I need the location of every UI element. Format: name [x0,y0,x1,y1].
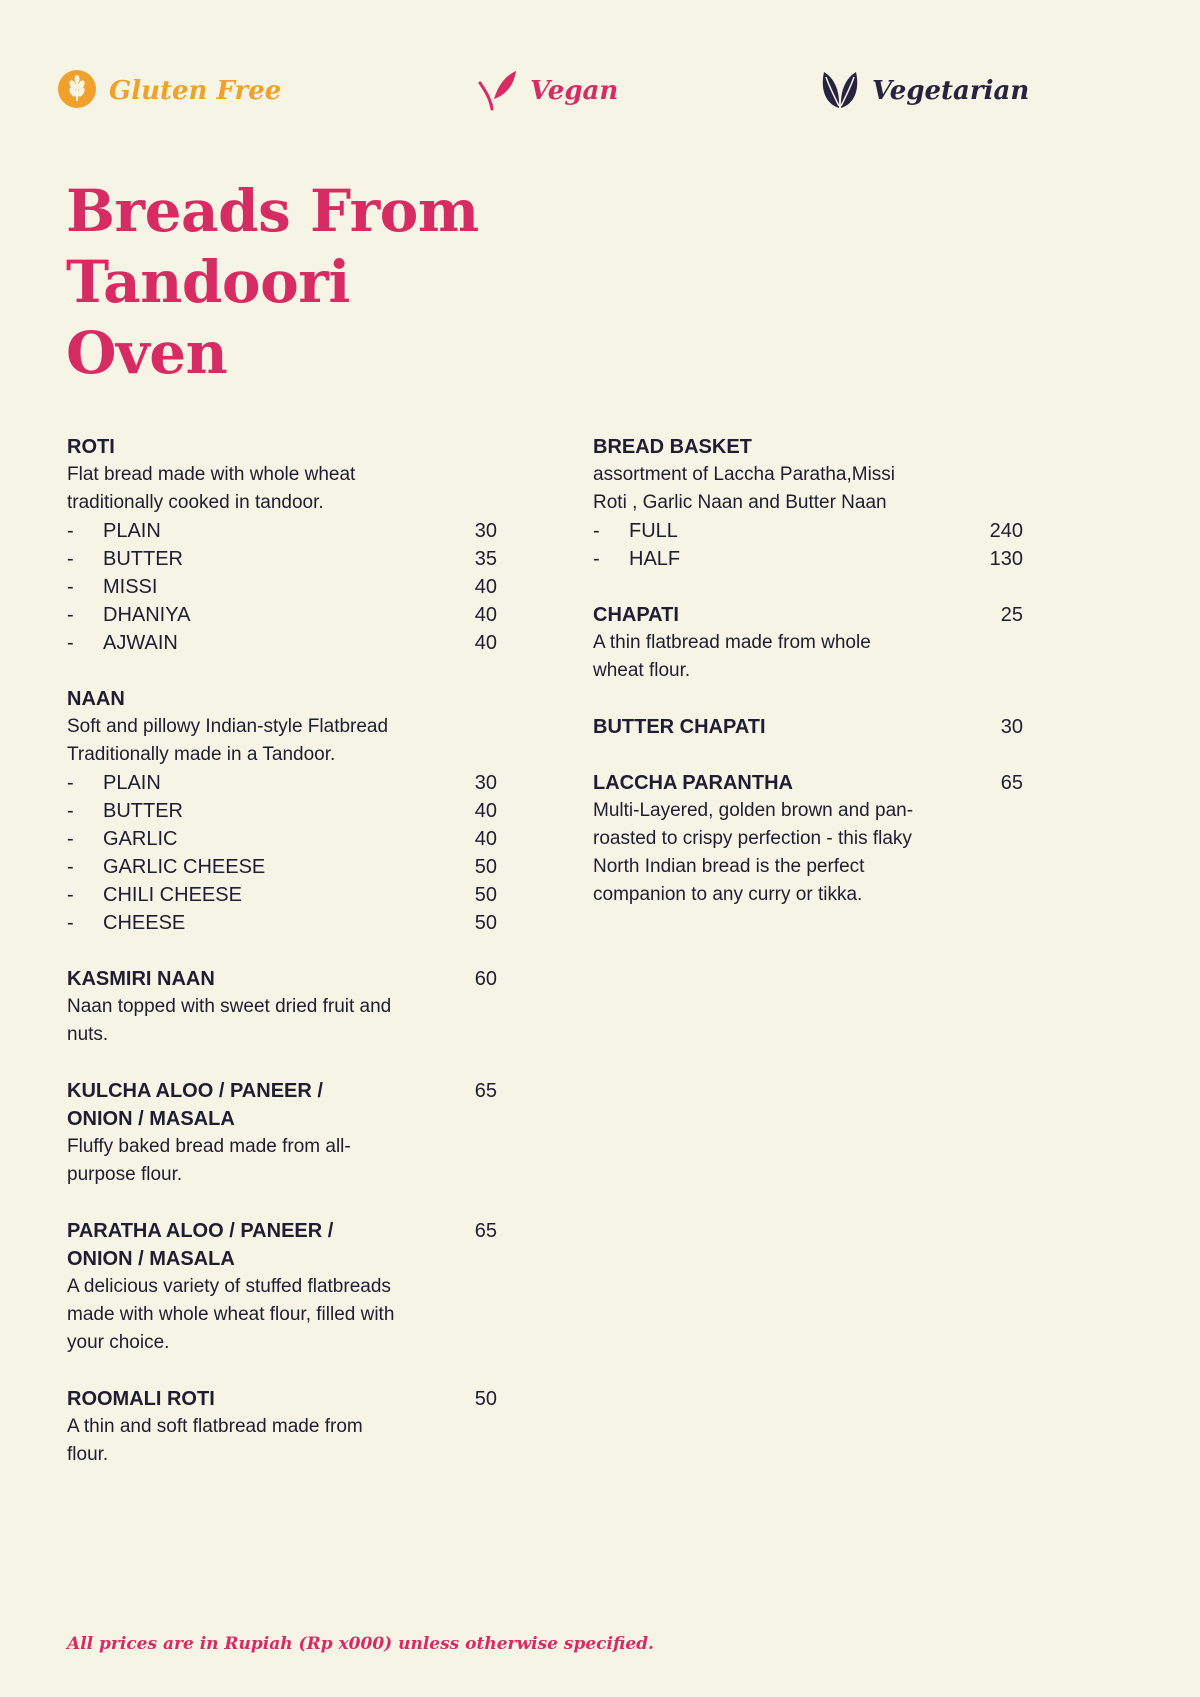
legend-vegetarian [820,68,1029,114]
variant-name: BUTTER [103,800,183,822]
menu-item [67,1385,497,1469]
menu-item-description: Fluffy baked bread made from all-purpose flour. [67,1136,351,1185]
variant-name: MISSI [103,576,158,598]
title-line-3: Oven [66,319,228,387]
variant-dash: - [593,548,600,570]
variant-dash: - [67,520,74,542]
variant-dash: - [67,912,74,934]
variant-price: 130 [989,548,1023,570]
variant-name: HALF [629,548,681,570]
variant-name: FULL [629,520,678,542]
menu-item-price: 25 [1000,604,1023,626]
menu-variant-row [67,517,497,545]
variant-price: 35 [474,548,497,570]
menu-item [593,769,1023,909]
variant-price: 30 [474,520,497,542]
menu-item-description: Soft and pillowy Indian-style Flatbread Traditionally made in a Tandoor. [67,716,389,765]
variant-price: 40 [474,604,497,626]
menu-item [67,965,497,1049]
menu-variant-row [67,601,497,629]
menu-item-name: PARATHA ALOO / PANEER / ONION / MASALA [67,1220,334,1270]
menu-item-description: A delicious variety of stuffed flatbreads made with whole wheat flour, filled with your choice. [67,1276,395,1353]
title-line-1: Breads From [66,177,479,245]
variant-dash: - [67,772,74,794]
variant-price: 40 [474,576,497,598]
menu-column-right [593,433,1023,937]
menu-item-description: A thin and soft flatbread made from flour. [67,1416,363,1465]
menu-item-price: 65 [474,1080,497,1102]
variant-name: PLAIN [103,520,161,542]
variant-name: CHILI CHEESE [103,884,242,906]
menu-variant-row [67,881,497,909]
menu-item [593,433,1023,573]
variant-name: CHEESE [103,912,186,934]
legend-gluten-free [57,68,281,114]
menu-item-price: 65 [474,1220,497,1242]
variant-name: DHANIYA [103,604,191,626]
menu-item-name: ROTI [67,436,115,458]
menu-item-name: CHAPATI [593,604,679,626]
variant-name: BUTTER [103,548,183,570]
menu-item [67,685,497,937]
menu-variant-row [67,769,497,797]
legend-vegan [478,68,618,114]
variant-dash: - [67,576,74,598]
title-line-2: Tandoori [66,248,350,316]
legend-vegetarian-label: Vegetarian [872,76,1030,106]
sprout-icon [478,67,518,116]
wheat-circle-icon [57,69,97,114]
variant-dash: - [67,632,74,654]
variant-dash: - [67,884,74,906]
variant-name: GARLIC CHEESE [103,856,266,878]
menu-variant-row [67,545,497,573]
page-title [66,176,479,389]
menu-item [593,601,1023,685]
menu-item-price: 50 [474,1388,497,1410]
menu-variant-row [67,629,497,657]
menu-item-name: ROOMALI ROTI [67,1388,215,1410]
menu-item-price: 60 [474,968,497,990]
menu-variant-row [67,573,497,601]
variant-price: 240 [989,520,1023,542]
menu-item [593,713,1023,741]
menu-variant-row [593,517,1023,545]
variant-dash: - [67,604,74,626]
menu-variant-row [67,797,497,825]
variant-price: 40 [474,828,497,850]
variant-price: 50 [474,912,497,934]
variant-name: AJWAIN [103,632,178,654]
variant-name: PLAIN [103,772,161,794]
menu-item-name: KASMIRI NAAN [67,968,215,990]
dietary-legend [0,68,1200,116]
menu-item [67,1217,497,1357]
menu-item-description: A thin flatbread made from whole wheat flour. [593,632,871,681]
variant-price: 40 [474,800,497,822]
variant-price: 50 [474,856,497,878]
menu-item [67,433,497,657]
menu-item-name: BREAD BASKET [593,436,752,458]
legend-gluten-free-label: Gluten Free [109,76,282,106]
variant-dash: - [67,548,74,570]
menu-item-description: Naan topped with sweet dried fruit and nuts. [67,996,392,1045]
menu-item-name: LACCHA PARANTHA [593,772,793,794]
variant-price: 40 [474,632,497,654]
variant-dash: - [67,828,74,850]
menu-item-name: KULCHA ALOO / PANEER / ONION / MASALA [67,1080,323,1130]
menu-item-price: 65 [1000,772,1023,794]
menu-item-description: Flat bread made with whole wheat traditionally cooked in tandoor. [67,464,356,513]
variant-price: 50 [474,884,497,906]
menu-variant-row [593,545,1023,573]
double-leaf-icon [820,68,860,115]
menu-variant-row [67,853,497,881]
menu-item-description: assortment of Laccha Paratha,Missi Roti , Garlic Naan and Butter Naan [593,464,896,513]
variant-dash: - [67,800,74,822]
menu-variant-row [67,909,497,937]
menu-item-name: BUTTER CHAPATI [593,716,766,738]
menu-column-left [67,433,497,1497]
menu-variant-row [67,825,497,853]
menu-item-description: Multi-Layered, golden brown and pan-roasted to crispy perfection - this flaky North Indian bread is the perfect companion to any curry or tikka. [593,800,914,905]
legend-vegan-label: Vegan [530,76,619,106]
variant-dash: - [67,856,74,878]
price-footnote: All prices are in Rupiah (Rp x000) unless otherwise specified. [67,1634,654,1654]
menu-item [67,1077,497,1189]
menu-item-price: 30 [1000,716,1023,738]
menu-item-name: NAAN [67,688,125,710]
variant-dash: - [593,520,600,542]
variant-price: 30 [474,772,497,794]
variant-name: GARLIC [103,828,178,850]
